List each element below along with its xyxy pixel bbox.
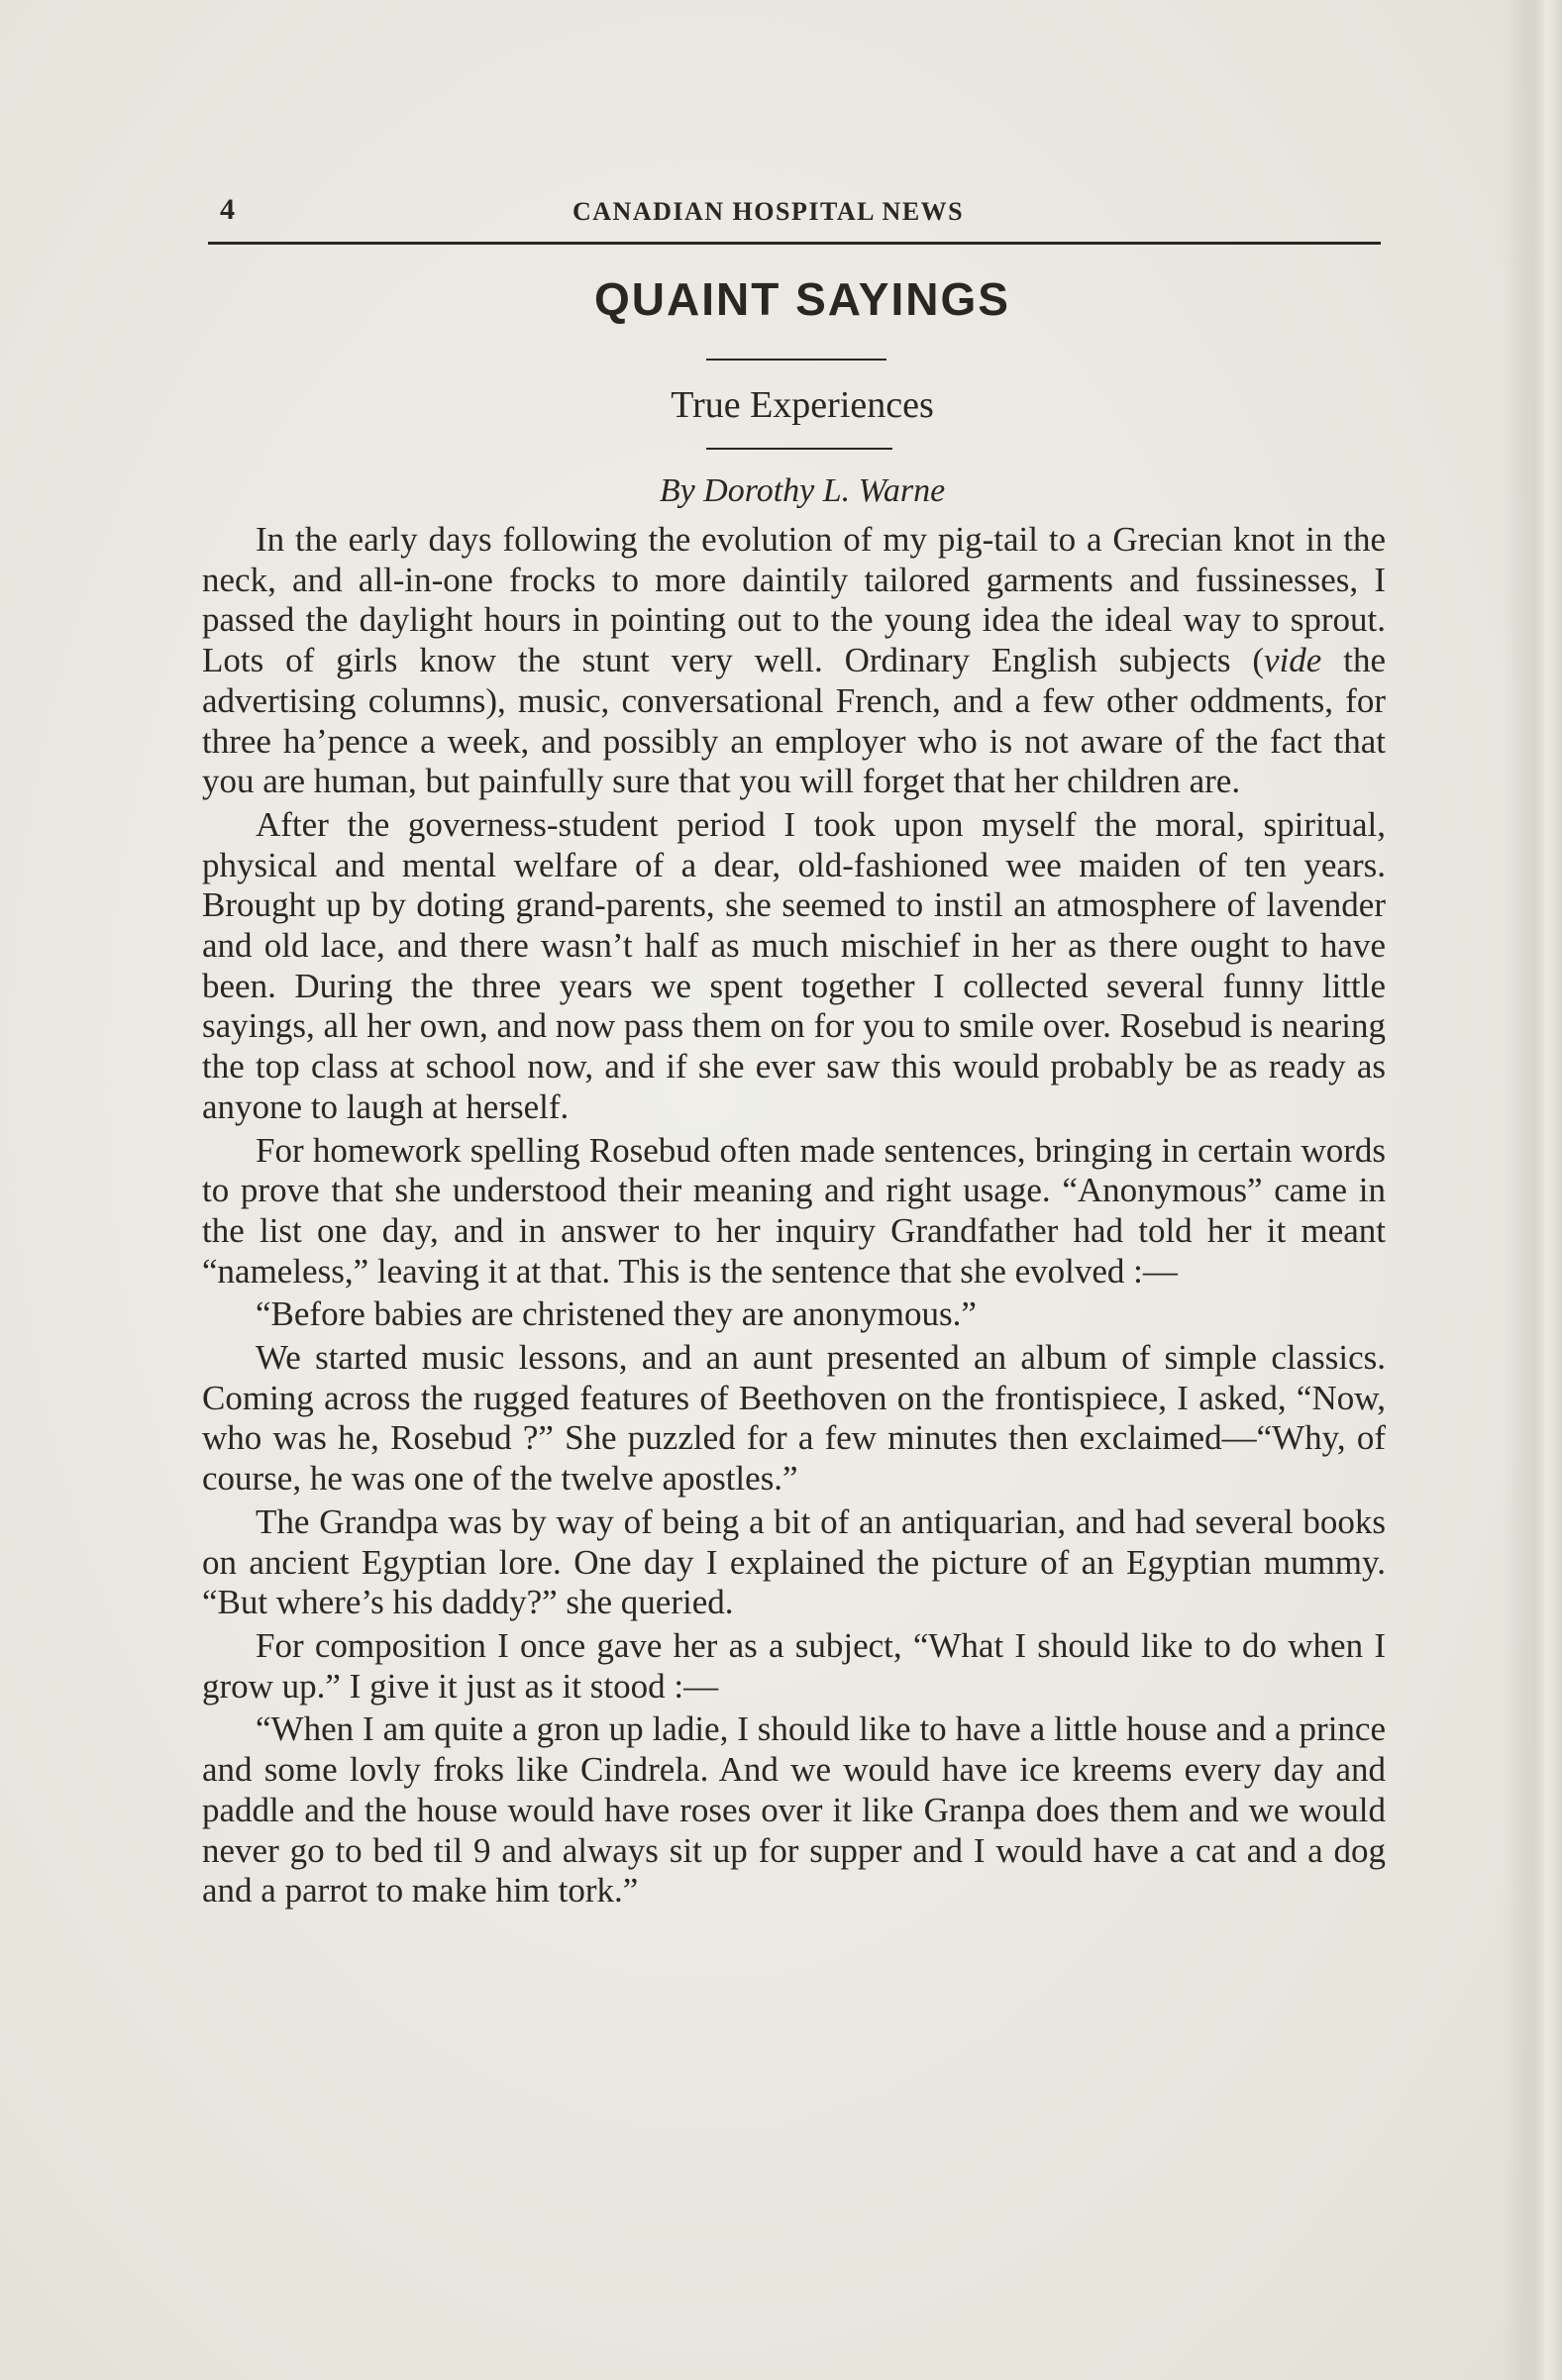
running-head [208, 193, 1377, 237]
page-edge-shadow [1503, 0, 1562, 2380]
paragraph-6: The Grandpa was by way of being a bit of an antiquarian, and had several books on ancient Egyptian lore. One day I explained the picture of an Egyptian mummy. “But where’s his daddy?” she queried. [202, 1501, 1386, 1622]
paragraph-3: For homework spelling Rosebud often made sentences, bringing in certain words to prove that she understood their meaning and right usage. “Anonymous” came in the list one day, and in answer to her inquiry Grandfather had told her it meant “nameless,” leaving it at that. This is the sentence that she evolved :— [202, 1130, 1386, 1291]
paragraph-1-end: the advertising columns), music, conversational French, and a few other oddments, for three ha’pence a week, and possibly an employer who is not aware of the fact that you are human, but painfully sure that you will forget that her children are. [202, 641, 1386, 801]
paragraph-2: After the governess-student period I took upon myself the moral, spiritual, physical and mental welfare of a dear, old-fashioned wee maiden of ten years. Brought up by doting grand-parents, she seemed to instil an atmosphere of lavender and old lace, and there wasn’t half as much mischief in her as there ought to have been. During the three years we spent together I collected several funny little sayings, all her own, and now pass them on for you to smile over. Rosebud is nearing the top class at school now, and if she ever saw this would probably be as ready as anyone to laugh at herself. [202, 804, 1386, 1126]
paragraph-1-emphasis: vide [1264, 641, 1322, 680]
header-rule [208, 242, 1381, 245]
article-title: QUAINT SAYINGS [594, 273, 1010, 325]
paragraph-1-start: In the early days following the evolution of my pig-tail to a Grecian knot in the neck, and all-in-one frocks to more daintily tailored garments and fussinesses, I passed the daylight hours in pointing out to the young idea the ideal way to sprout. Lots of girls know the stunt very well. Ordinary English subjects ( [202, 520, 1386, 680]
paragraph-8-quote: “When I am quite a gron up ladie, I should like to have a little house and a prince and some lovly froks like Cindrela. And we would have ice kreems every day and paddle and the house would have roses over it like Granpa does them and we would never go to bed til 9 and always sit up for supper and I would have a cat and a dog and a parrot to make him tork.” [202, 1709, 1386, 1911]
paragraph-1 [202, 520, 1386, 802]
journal-title: CANADIAN HOSPITAL NEWS [573, 197, 965, 226]
subtitle-divider [706, 448, 892, 450]
article-byline: By Dorothy L. Warne [659, 472, 946, 509]
article-body [202, 520, 1386, 1914]
paragraph-4-quote: “Before babies are christened they are anonymous.” [256, 1294, 977, 1334]
paragraph-7: For composition I once gave her as a subject, “What I should like to do when I grow up.” I give it just as it stood :— [202, 1625, 1386, 1706]
article-subtitle: True Experiences [671, 384, 934, 426]
paragraph-5: We started music lessons, and an aunt presented an album of simple classics. Coming across the rugged features of Beethoven on the frontispiece, I asked, “Now, who was he, Rosebud ?” She puzzled for a few minutes then exclaimed—“Why, of course, he was one of the twelve apostles.” [202, 1338, 1386, 1499]
title-divider [706, 359, 886, 361]
page-number: 4 [220, 193, 235, 226]
